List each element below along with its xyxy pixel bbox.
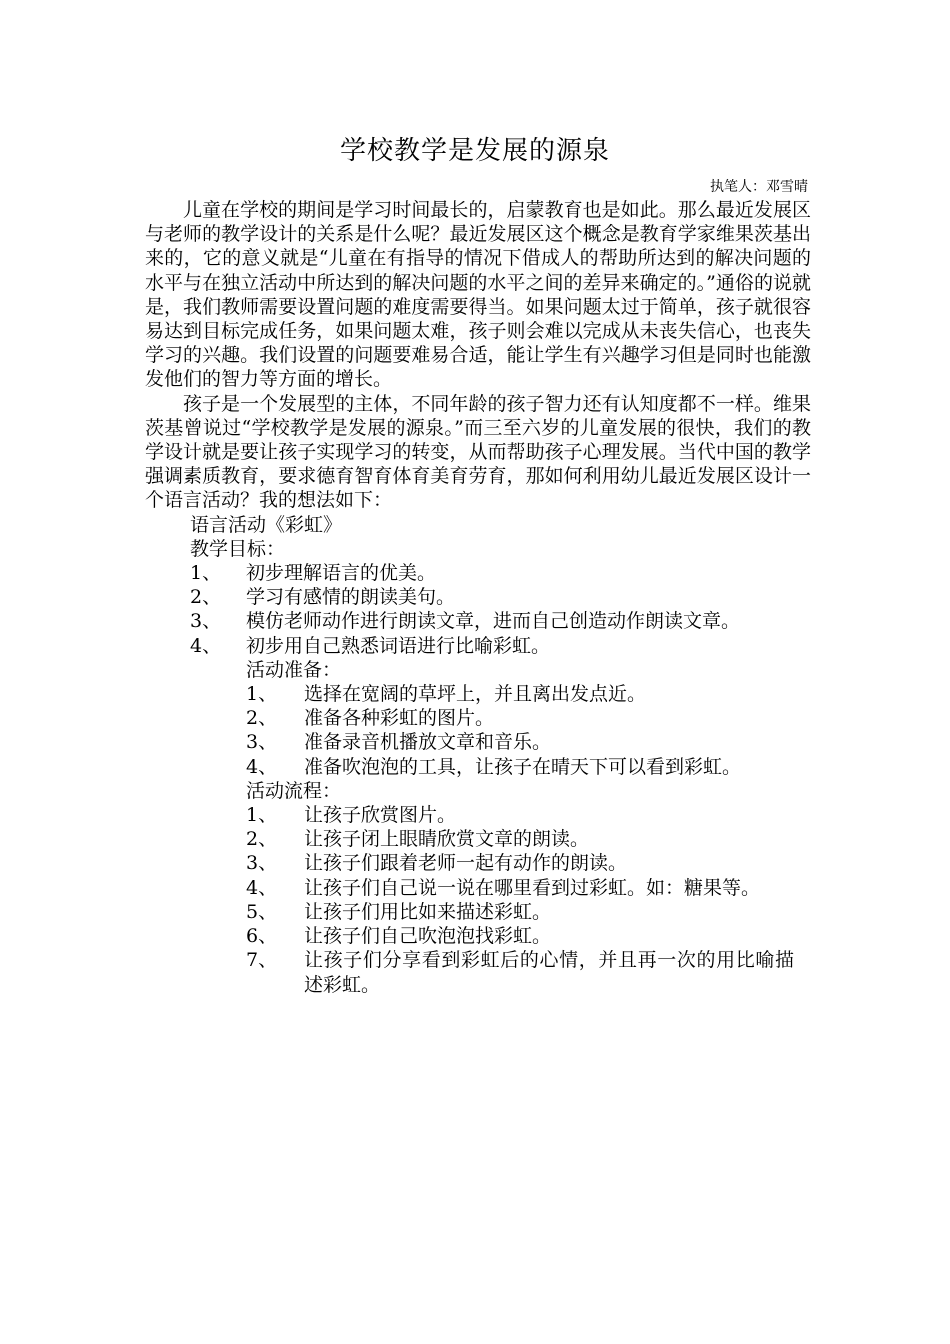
process-label: 活动流程： [246, 779, 342, 802]
item-number: 6、 [246, 925, 278, 948]
item-number: 2、 [246, 707, 278, 730]
goal-item [145, 634, 811, 658]
item-text: 让孩子欣赏图片。 [304, 804, 457, 827]
process-item [145, 900, 811, 924]
goals-label: 教学目标： [190, 537, 286, 560]
item-text: 让孩子闭上眼睛欣赏文章的朗读。 [304, 828, 590, 851]
item-text: 初步用自己熟悉词语进行比喻彩虹。 [246, 634, 551, 657]
item-text: 选择在宽阔的草坪上，并且离出发点近。 [304, 683, 647, 706]
item-number: 2、 [246, 828, 278, 851]
item-text: 模仿老师动作进行朗读文章，进而自己创造动作朗读文章。 [246, 610, 741, 633]
activity-title: 语言活动《彩虹》 [190, 513, 343, 536]
item-number: 4、 [190, 634, 222, 657]
item-number: 3、 [246, 731, 278, 754]
item-number: 1、 [190, 562, 222, 585]
preparation-item [145, 682, 811, 706]
preparation-item [145, 730, 811, 754]
item-text: 准备吹泡泡的工具，让孩子在晴天下可以看到彩虹。 [304, 755, 742, 778]
preparation-item [145, 755, 811, 779]
item-text: 让孩子们自己说一说在哪里看到过彩虹。如：糖果等。 [304, 876, 761, 899]
paragraph-2: 孩子是一个发展型的主体，不同年龄的孩子智力还有认知度都不一样。维果茨基曾说过“学校教学是发展的源泉。”而三至六岁的儿童发展的很快，我们的教学设计就是要让孩子实现学习的转变，从而帮助孩子心理发展。当代中国的教学强调素质教育，要求德育智育体育美育劳育，那如何利用幼儿最近发展区设计一个语言活动？我的想法如下： [145, 392, 811, 512]
item-number: 1、 [246, 683, 278, 706]
preparation-label: 活动准备： [246, 658, 342, 681]
item-number: 4、 [246, 876, 278, 899]
item-number: 1、 [246, 804, 278, 827]
process-item [145, 876, 811, 900]
item-number: 3、 [190, 610, 222, 633]
document-body [145, 198, 811, 997]
item-number: 3、 [246, 852, 278, 875]
paragraph-1: 儿童在学校的期间是学习时间最长的，启蒙教育也是如此。那么最近发展区与老师的教学设计的关系是什么呢？最近发展区这个概念是教育学家维果茨基出来的，它的意义就是“儿童在有指导的情况下借成人的帮助所达到的解决问题的水平与在独立活动中所达到的解决问题的水平之间的差异来确定的。”通俗的说就是，我们教师需要设置问题的难度需要得当。如果问题太过于简单，孩子就很容易达到目标完成任务，如果问题太难，孩子则会难以完成从未丧失信心，也丧失学习的兴趣。我们设置的问题要难易合适，能让学生有兴趣学习但是同时也能激发他们的智力等方面的增长。 [145, 199, 811, 391]
process-item [145, 851, 811, 875]
process-item [145, 924, 811, 948]
item-text: 学习有感情的朗读美句。 [246, 586, 456, 609]
item-number: 4、 [246, 755, 278, 778]
process-item [145, 948, 811, 996]
goal-item [145, 585, 811, 609]
item-text: 准备录音机播放文章和音乐。 [304, 731, 552, 754]
goal-item [145, 561, 811, 585]
item-text: 让孩子们自己吹泡泡找彩虹。 [304, 925, 552, 948]
item-number: 5、 [246, 900, 278, 923]
item-number: 2、 [190, 586, 222, 609]
process-item [145, 803, 811, 827]
item-number: 7、 [246, 949, 278, 972]
item-text: 让孩子们用比如来描述彩虹。 [304, 900, 552, 923]
goal-item [145, 609, 811, 633]
process-item [145, 827, 811, 851]
item-text: 初步理解语言的优美。 [246, 562, 437, 585]
item-text: 让孩子们分享看到彩虹后的心情，并且再一次的用比喻描述彩虹。 [304, 949, 794, 996]
document-title: 学校教学是发展的源泉 [339, 136, 610, 166]
item-text: 让孩子们跟着老师一起有动作的朗读。 [304, 852, 628, 875]
preparation-item [145, 706, 811, 730]
author-line: 执笔人：邓雪晴 [710, 179, 808, 195]
item-text: 准备各种彩虹的图片。 [304, 707, 495, 730]
